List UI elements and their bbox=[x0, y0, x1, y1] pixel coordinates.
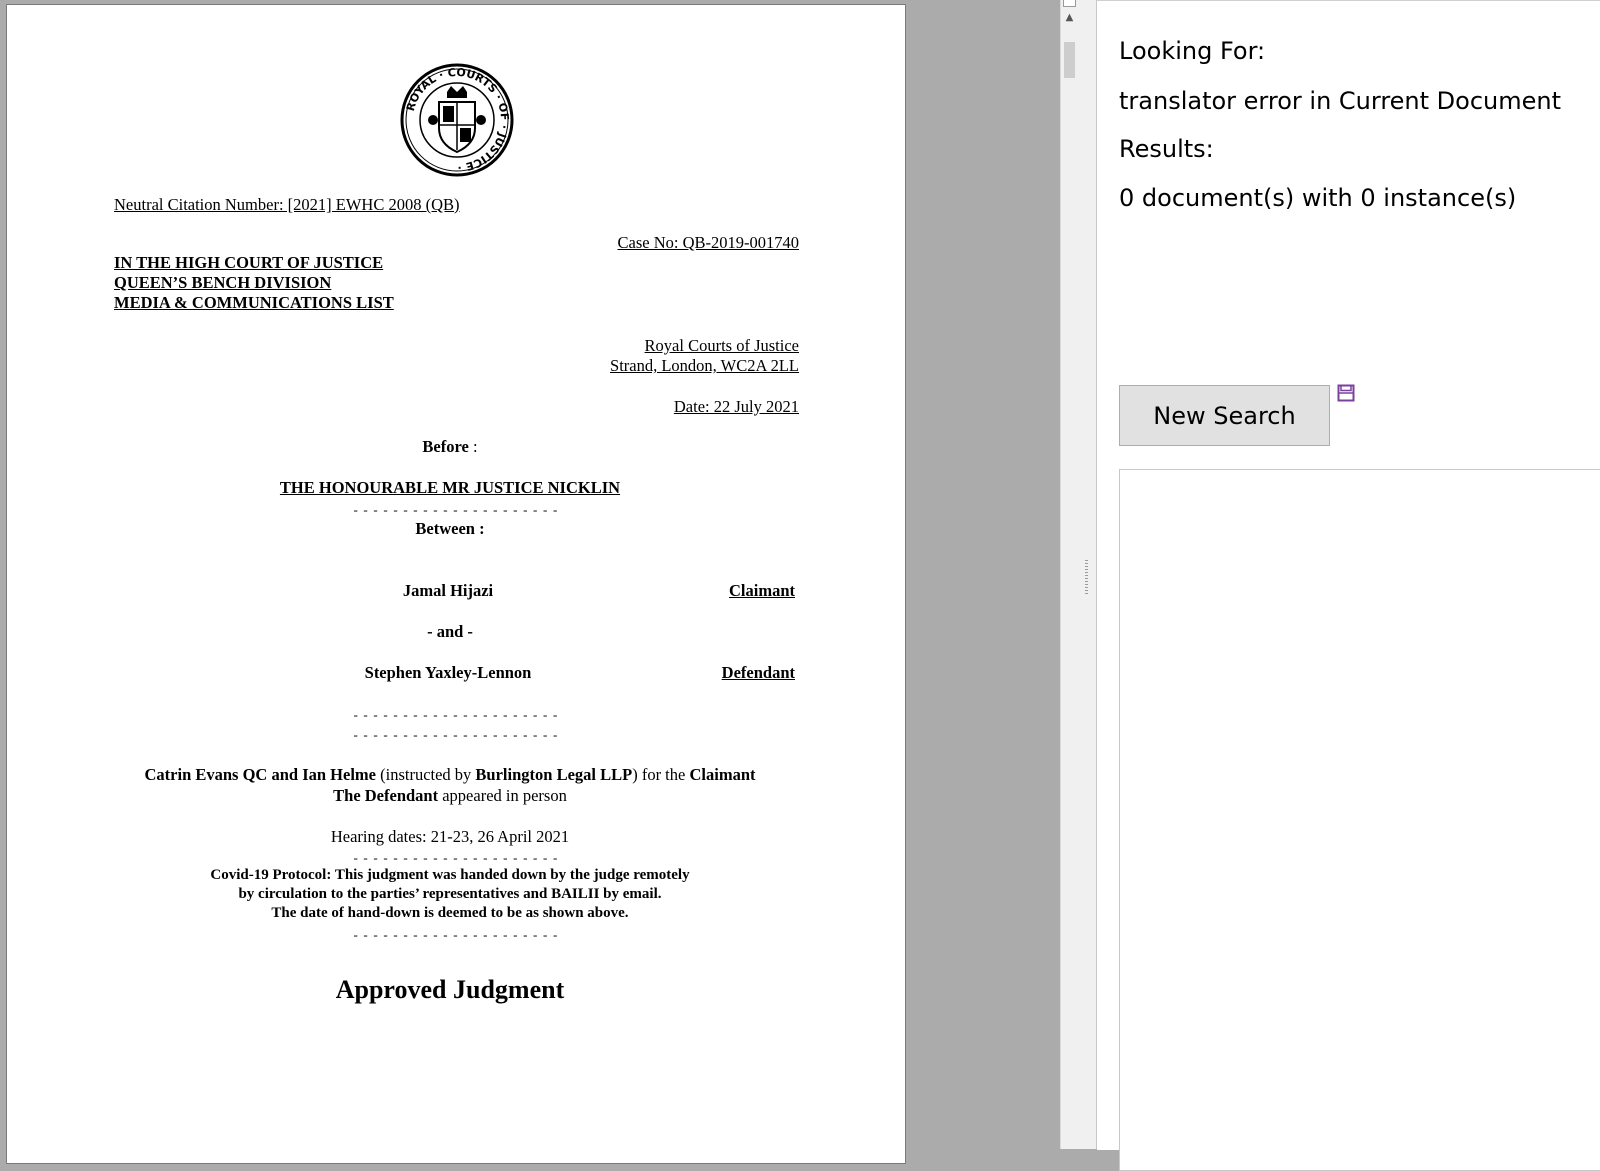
and-separator: - and - bbox=[427, 622, 473, 641]
splitter-handle[interactable] bbox=[1063, 0, 1076, 7]
looking-for-label: Looking For: bbox=[1119, 37, 1266, 65]
address-line: Strand, London, WC2A 2LL bbox=[610, 356, 799, 375]
defendant-appearance: The Defendant appeared in person bbox=[333, 786, 567, 805]
defendant-role: Defendant bbox=[721, 663, 795, 682]
results-summary: 0 document(s) with 0 instance(s) bbox=[1119, 184, 1517, 212]
search-query: translator error in Current Document bbox=[1119, 87, 1562, 115]
royal-courts-seal bbox=[399, 62, 515, 178]
covid-protocol-line: The date of hand-down is deemed to be as shown above. bbox=[271, 905, 629, 921]
judgment-date: Date: 22 July 2021 bbox=[673, 397, 799, 416]
document-title: Approved Judgment bbox=[335, 975, 565, 1004]
svg-text:ROYAL · COURTS · OF · JUSTICE: ROYAL · COURTS · OF · JUSTICE · bbox=[403, 65, 512, 175]
covid-protocol-line: Covid-19 Protocol: This judgment was handed down by the judge remotely bbox=[210, 867, 690, 883]
search-results-panel bbox=[1097, 0, 1600, 1150]
new-search-button[interactable]: New Search bbox=[1119, 385, 1330, 446]
before-heading: Before : bbox=[422, 437, 478, 456]
judge-name: THE HONOURABLE MR JUSTICE NICKLIN bbox=[279, 478, 621, 497]
divider: - - - - - - - - - - - - - - - - - - - - - bbox=[353, 707, 559, 722]
vertical-scrollbar[interactable] bbox=[1060, 0, 1078, 1149]
case-number: Case No: QB-2019-001740 bbox=[617, 233, 799, 252]
hearing-dates: Hearing dates: 21-23, 26 April 2021 bbox=[330, 827, 570, 846]
results-label: Results: bbox=[1119, 135, 1214, 163]
save-icon[interactable] bbox=[1337, 384, 1355, 402]
between-heading: Between : bbox=[415, 519, 485, 538]
results-list[interactable] bbox=[1119, 469, 1600, 1171]
court-line: QUEEN’S BENCH DIVISION bbox=[114, 273, 332, 292]
divider: - - - - - - - - - - - - - - - - - - - - - bbox=[353, 927, 559, 942]
splitter-grip-icon[interactable] bbox=[1085, 560, 1088, 596]
claimant-name: Jamal Hijazi bbox=[402, 581, 494, 600]
court-line: MEDIA & COMMUNICATIONS LIST bbox=[114, 293, 394, 312]
divider: - - - - - - - - - - - - - - - - - - - - - bbox=[353, 502, 559, 517]
scrollbar-thumb[interactable] bbox=[1064, 42, 1075, 78]
court-line: IN THE HIGH COURT OF JUSTICE bbox=[114, 253, 384, 272]
document-page bbox=[6, 4, 906, 1164]
address-line: Royal Courts of Justice bbox=[644, 336, 799, 355]
divider: - - - - - - - - - - - - - - - - - - - - - bbox=[353, 850, 559, 865]
counsel-line: Catrin Evans QC and Ian Helme (instructed by Burlington Legal LLP) for the Claimant bbox=[144, 765, 756, 784]
claimant-role: Claimant bbox=[729, 581, 795, 600]
divider: - - - - - - - - - - - - - - - - - - - - - bbox=[353, 727, 559, 742]
defendant-name: Stephen Yaxley-Lennon bbox=[364, 663, 532, 682]
neutral-citation: Neutral Citation Number: [2021] EWHC 2008 (QB) bbox=[114, 195, 460, 214]
panel-splitter[interactable] bbox=[1078, 0, 1097, 1149]
covid-protocol-line: by circulation to the parties’ representatives and BAILII by email. bbox=[238, 886, 662, 902]
scroll-up-icon[interactable]: ▲ bbox=[1065, 12, 1074, 23]
